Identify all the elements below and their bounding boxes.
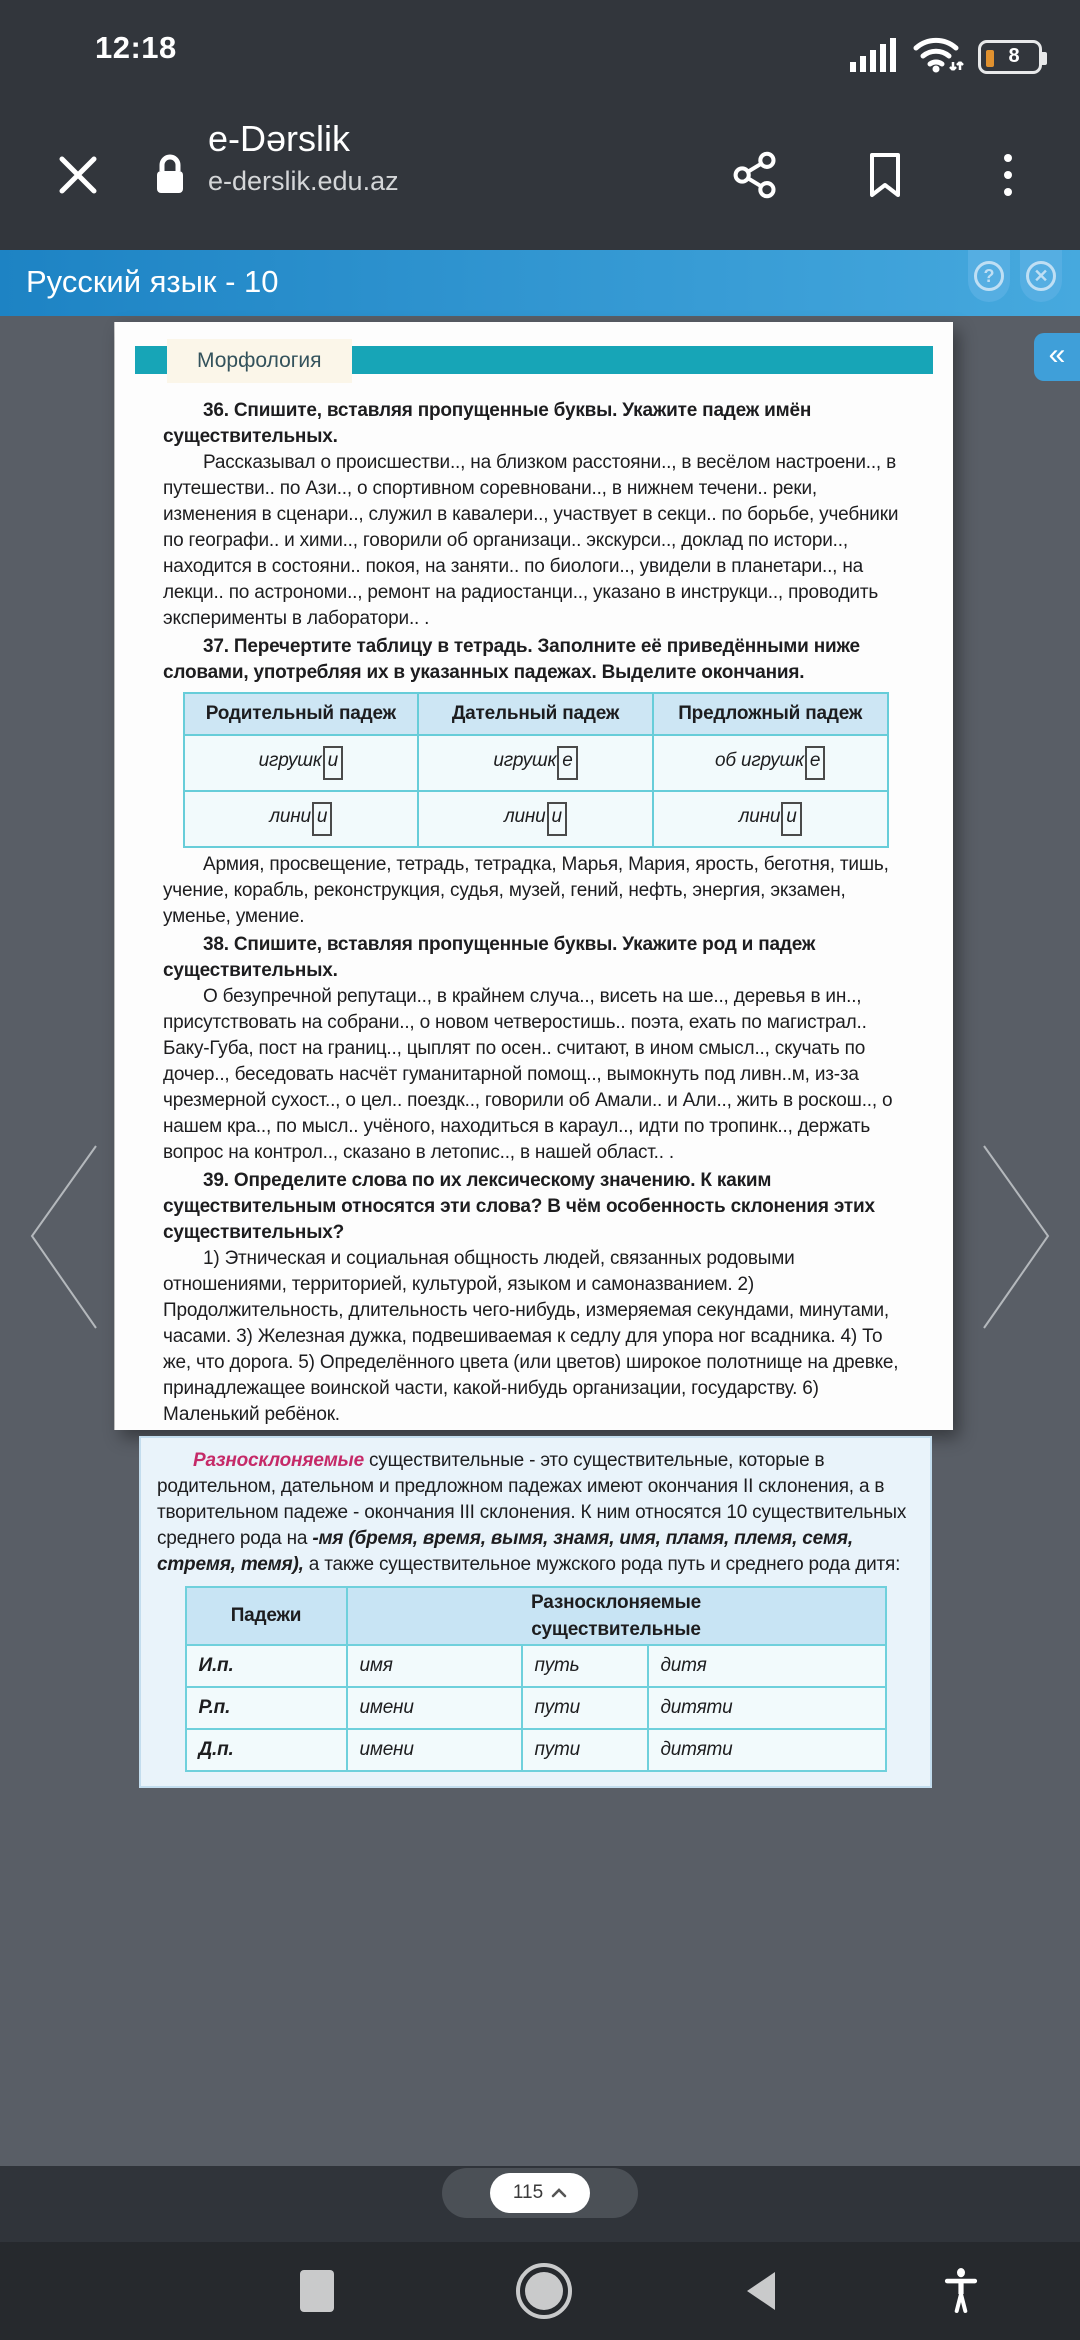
- help-icon: ?: [974, 261, 1004, 291]
- lock-icon: [152, 153, 188, 197]
- exercise-37-heading: 37. Перечертите таблицу в тетрадь. Заполните её приведёнными ниже словами, употребляя их в указанных падежах. Выделите окончания.: [163, 636, 860, 683]
- section-label: Морфология: [167, 339, 352, 383]
- exercise-39-heading: 39. Определите слова по их лексическому значению. К каким существительным относятся эти слова? В чём особенность склонения этих существительных?: [163, 1170, 875, 1243]
- close-book-icon: ✕: [1026, 261, 1056, 291]
- help-button[interactable]: [968, 250, 1010, 302]
- bookmark-icon: [867, 152, 903, 198]
- accessibility-button[interactable]: [921, 2242, 1001, 2340]
- rule-table-merged-header: Разносклоняемые существительные: [347, 1587, 886, 1645]
- heteroclite-nouns-table: [185, 1586, 887, 1772]
- accessibility-person-icon: [942, 2268, 980, 2314]
- home-button[interactable]: [504, 2242, 584, 2340]
- word-with-ending: об игрушк е: [653, 735, 888, 791]
- chevron-right-icon: [980, 1144, 1052, 1330]
- next-page-arrow[interactable]: [980, 1144, 1052, 1335]
- ending-box: е: [557, 746, 577, 780]
- chevron-up-icon: [551, 2188, 567, 2198]
- case-abbreviation: И.п.: [186, 1645, 347, 1687]
- table-row: [186, 1645, 886, 1687]
- noun-form: путь: [522, 1645, 648, 1687]
- case-column-header: Родительный падеж: [184, 693, 419, 735]
- overflow-menu-button[interactable]: [968, 100, 1048, 250]
- rule-segment: существительные - это существительные, которые в родительном, дательном и предложном падежах имеют окончания II склонения, а в творительном падеже - окончания III склонения. К ним относятся 10 существительных среднего рода на: [157, 1450, 907, 1549]
- table-row: [186, 1687, 886, 1729]
- share-button[interactable]: [712, 100, 798, 250]
- site-title: e-Dərslik: [208, 118, 351, 159]
- ssl-lock: [138, 100, 202, 250]
- word-with-ending: игрушк и: [184, 735, 419, 791]
- rule-segment: Разносклоняемые: [193, 1450, 364, 1471]
- exercise-36-body: Рассказывал о происшестви.., на близком расстояни.., в весёлом настроени.., в путешестви.. по Ази.., о спортивном соревновани.., в нижнем течени.. реки, изменения в сценари.., служил в кавалери.., участвует в секци.. по борьбе, учебники по географи.. и хими.., говорили об организаци.. экскурси.., доклад по истори.., находится в состояни.. покоя, на заняти.. по биологи.., увидели в планетари.., на лекци.. по астрономи.., ремонт на радиостанци.., указано в инструкци.., проводить эксперименты в лаборатори.. .: [163, 452, 899, 629]
- noun-form: имени: [347, 1729, 522, 1771]
- exercise-38-heading: 38. Спишите, вставляя пропущенные буквы. Укажите род и падеж существительных.: [163, 934, 816, 981]
- case-endings-table: [183, 692, 889, 848]
- exercise-39-body: 1) Этническая и социальная общность людей, связанных родовыми отношениями, территорией, культурой, языком и самоназванием. 2) Продолжительность, длительность чего-нибудь, измеряемая секундами, минутами, часами. 3) Железная дужка, подвешиваемая к седлу для упора ног всадника. 4) То же, что дорога. 5) Определённого цвета (или цветов) широкое полотнище на древке, принадлежащее воинской части, какой-нибудь организации, государству. 6) Маленький ребёнок.: [163, 1248, 899, 1425]
- page-number: 115: [512, 2182, 544, 2203]
- noun-form: дитяти: [648, 1729, 886, 1771]
- table-row: [184, 791, 888, 847]
- chevron-left-icon: [28, 1144, 100, 1330]
- noun-form: пути: [522, 1729, 648, 1771]
- rule-table-col1-header: Падежи: [186, 1587, 347, 1645]
- case-abbreviation: Р.п.: [186, 1687, 347, 1729]
- rule-segment: (бремя, время, вымя, знамя, имя, пламя, племя, семя, стремя, темя),: [157, 1528, 853, 1575]
- status-bar: [0, 0, 1080, 100]
- ending-box: и: [781, 802, 801, 836]
- noun-form: дитя: [648, 1645, 886, 1687]
- section-bar: [135, 346, 933, 374]
- collapse-icon: «: [1048, 338, 1066, 371]
- signal-icon: [850, 36, 898, 77]
- page-body: [115, 374, 953, 1788]
- table-row: [186, 1729, 886, 1771]
- back-button[interactable]: [721, 2242, 801, 2340]
- word-with-ending: лини и: [653, 791, 888, 847]
- browser-header: [0, 100, 1080, 250]
- ending-box: е: [805, 746, 825, 780]
- close-book-button[interactable]: [1020, 250, 1062, 302]
- exercise-36-heading: 36. Спишите, вставляя пропущенные буквы. Укажите падеж имён существительных.: [163, 400, 812, 447]
- word-with-ending: лини и: [418, 791, 653, 847]
- clock: 12:18: [95, 30, 177, 65]
- book-title-bar: [0, 250, 1080, 316]
- close-tab-button[interactable]: [38, 100, 118, 250]
- book-page: [115, 322, 953, 1760]
- recents-button[interactable]: [277, 2242, 357, 2340]
- battery-percent: 8: [1008, 45, 1020, 67]
- word-with-ending: лини и: [184, 791, 419, 847]
- top-chrome: [0, 0, 1080, 250]
- back-triangle-icon: [747, 2272, 775, 2310]
- case-abbreviation: Д.п.: [186, 1729, 347, 1771]
- battery-icon: [978, 40, 1042, 74]
- wifi-icon: [912, 34, 964, 79]
- reader-content: [0, 316, 1080, 2166]
- rule-segment: -мя: [312, 1528, 344, 1549]
- page-nav-strip: [0, 2166, 1080, 2242]
- close-icon: [57, 154, 99, 196]
- rule-segment: а также существительное мужского рода путь и среднего рода дитя:: [303, 1554, 901, 1575]
- rule-text: [157, 1448, 914, 1578]
- case-column-header: Дательный падеж: [418, 693, 653, 735]
- android-nav-bar: [0, 2242, 1080, 2340]
- table-row: [184, 735, 888, 791]
- ending-box: и: [323, 746, 343, 780]
- bookmark-button[interactable]: [842, 100, 928, 250]
- page-number-pill[interactable]: [442, 2168, 638, 2218]
- home-circle-icon: [516, 2263, 572, 2319]
- noun-form: пути: [522, 1687, 648, 1729]
- collapse-panel-tab[interactable]: [1034, 333, 1080, 381]
- case-column-header: Предложный падеж: [653, 693, 888, 735]
- previous-page-arrow[interactable]: [28, 1144, 100, 1335]
- word-with-ending: игрушк е: [418, 735, 653, 791]
- battery-charge-segment: [986, 50, 994, 67]
- exercise-37-words: Армия, просвещение, тетрадь, тетрадка, Марья, Мария, ярость, беготня, тишь, учение, корабль, реконструкция, судья, музей, гений, нефть, энергия, экзамен, уменье, умение.: [163, 854, 889, 927]
- ending-box: и: [547, 802, 567, 836]
- ending-box: и: [312, 802, 332, 836]
- grammar-rule-box: [139, 1436, 932, 1788]
- noun-form: имя: [347, 1645, 522, 1687]
- site-url: e-derslik.edu.az: [208, 166, 399, 196]
- recents-square-icon: [300, 2270, 334, 2312]
- exercise-38-body: О безупречной репутаци.., в крайнем случа.., висеть на ше.., деревья в ин.., присутствовать на собрани.., о новом четверостишь.. поэта, ехать по магистрал.. Баку-Губа, пост на границ.., цыплят по осен.. считают, в ином смысл.., скучать по дочер.., беседовать насчёт гуманитарной помощ.., вымокнуть под ливн..м, из-за чрезмерной сухост.., о цел.. поездк.., говорили об Амали.. и Али.., жить в роскош.., о нашем кра.., по мысл.. учёного, находиться в караул.., идти по тропинк.., держать вопрос на контрол.., сказано в летопис.., в нашей област.. .: [163, 986, 893, 1163]
- kebab-icon: [1004, 154, 1012, 196]
- book-title: Русский язык - 10: [26, 264, 279, 299]
- noun-form: имени: [347, 1687, 522, 1729]
- share-icon: [733, 151, 777, 199]
- noun-form: дитяти: [648, 1687, 886, 1729]
